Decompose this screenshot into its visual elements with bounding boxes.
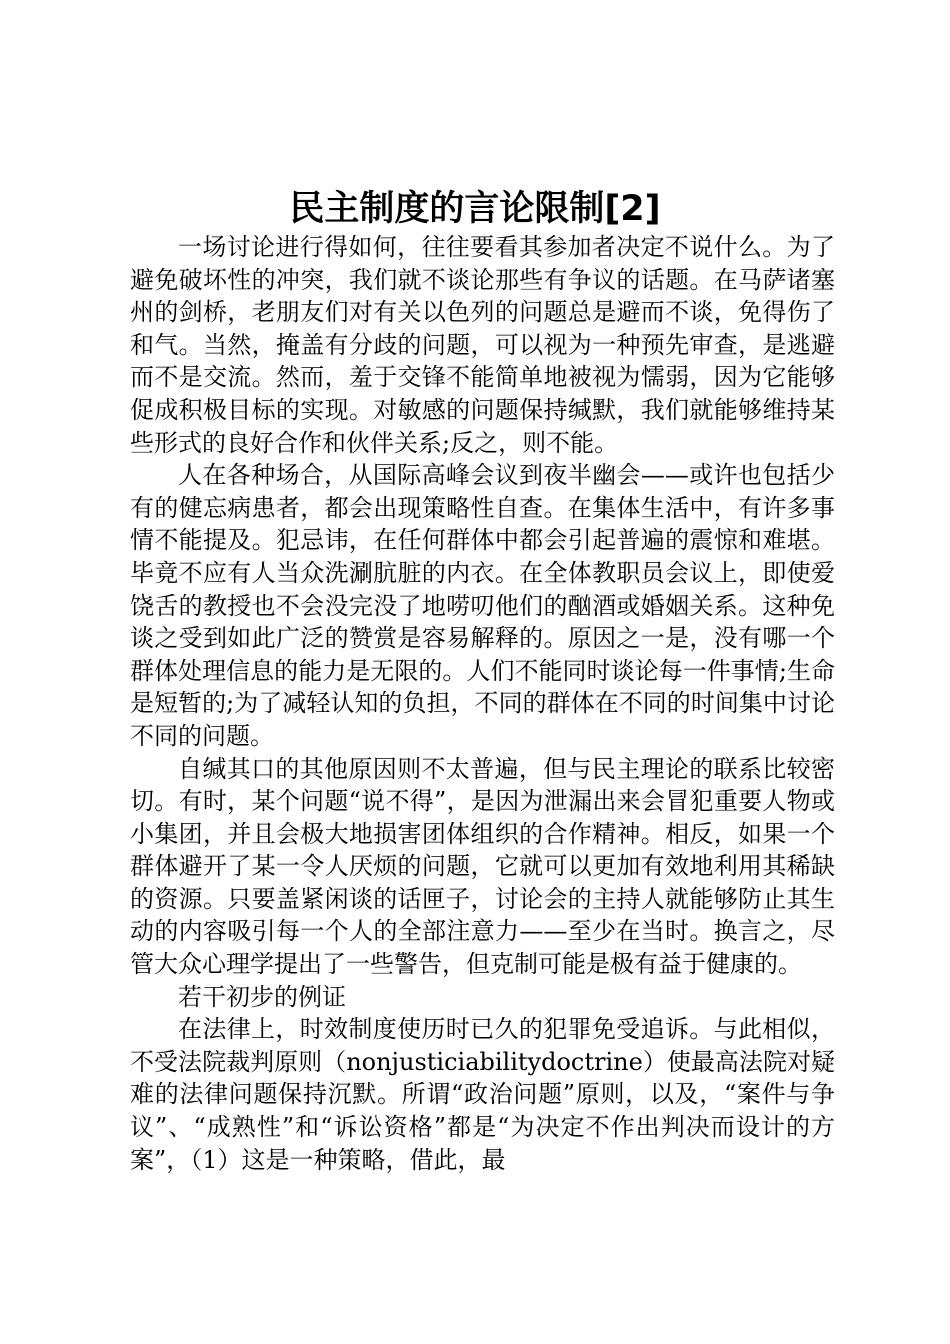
paragraph-1: 一场讨论进行得如何，往往要看其参加者决定不说什么。为了避免破坏性的冲突，我们就不谈论那些有争议的话题。在马萨诸塞州的剑桥，老朋友们对有关以色列的问题总是避而不谈，免得伤了和气。当然，掩盖有分歧的问题，可以视为一种预先审查，是逃避而不是交流。然而，羞于交锋不能简单地被视为懦弱，因为它能够促成积极目标的实现。对敏感的问题保持缄默，我们就能够维持某些形式的良好合作和伙伴关系;反之，则不能。 [130,233,835,457]
paragraph-3: 自缄其口的其他原因则不太普遍，但与民主理论的联系比较密切。有时，某个问题“说不得”，是因为泄漏出来会冒犯重要人物或小集团，并且会极大地损害团体组织的合作精神。相反，如果一个群体避开了某一令人厌烦的问题，它就可以更加有效地利用其稀缺的资源。只要盖紧闲谈的话匣子，讨论会的主持人就能够防止其生动的内容吸引每一个人的全部注意力——至少在当时。换言之，尽管大众心理学提出了一些警告，但克制可能是极有益于健康的。 [130,754,835,979]
document-body [130,231,835,1176]
document-title: 民主制度的言论限制[2] [289,189,661,229]
paragraph-4: 在法律上，时效制度使历时已久的犯罪免受追诉。与此相似，不受法院裁判原则（nonjusticiabilitydoctrine）使最高法院对疑难的法律问题保持沉默。所谓“政治问题”原则，以及，“案件与争议”、“成熟性”和“诉讼资格”都是“为决定不作出判决而设计的方案”，（1）这是一种策略，借此，最 [130,1015,835,1174]
paragraph-2: 人在各种场合，从国际高峰会议到夜半幽会——或许也包括少有的健忘病患者，都会出现策略性自查。在集体生活中，有许多事情不能提及。犯忌讳，在任何群体中都会引起普遍的震惊和难堪。毕竟不应有人当众洗涮肮脏的内衣。在全体教职员会议上，即使爱饶舌的教授也不会没完没了地唠叨他们的酗酒或婚姻关系。这种免谈之受到如此广泛的赞赏是容易解释的。原因之一是，没有哪一个群体处理信息的能力是无限的。人们不能同时谈论每一件事情;生命是短暂的;为了减轻认知的负担，不同的群体在不同的时间集中讨论不同的问题。 [130,461,835,750]
section-heading: 若干初步的例证 [178,982,346,1011]
